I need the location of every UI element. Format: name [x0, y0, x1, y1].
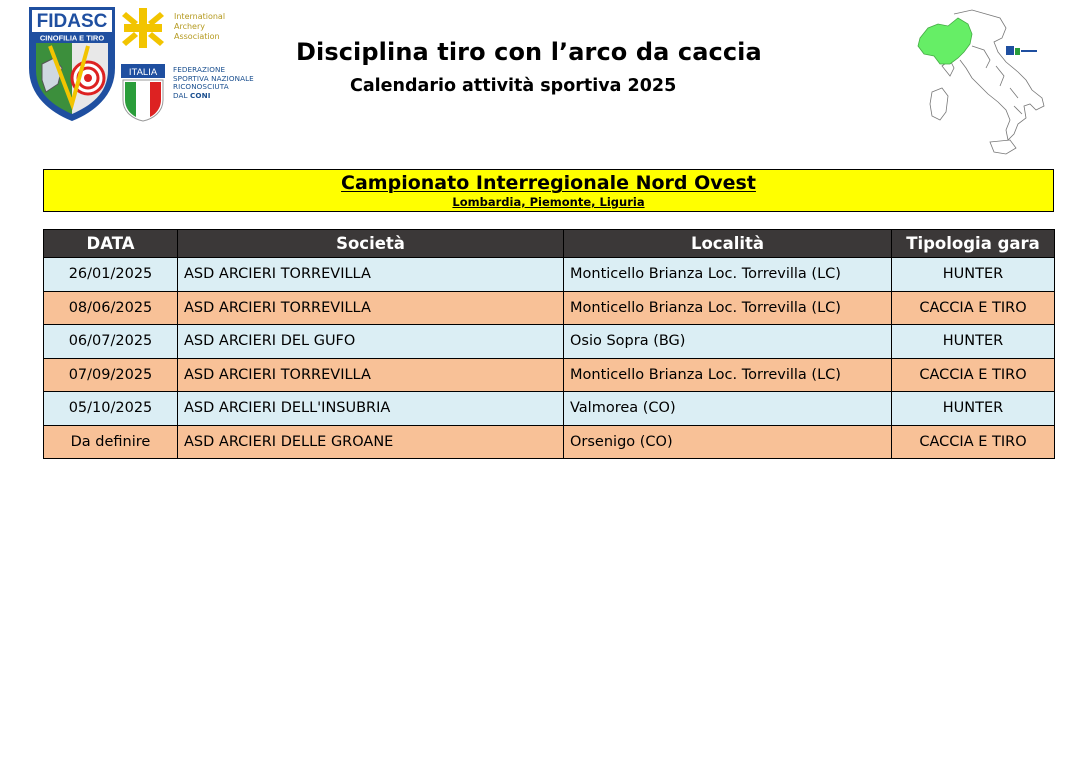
- cell-localita: Monticello Brianza Loc. Torrevilla (LC): [564, 358, 892, 392]
- table-row: [44, 392, 1055, 426]
- map-mini-logos: [1006, 46, 1037, 55]
- cell-data: Da definire: [44, 425, 178, 459]
- ifaa-emblem-icon: [120, 6, 166, 54]
- coni-last-prefix: DAL: [173, 90, 191, 100]
- cell-localita: Orsenigo (CO): [564, 425, 892, 459]
- cell-data: 26/01/2025: [44, 258, 178, 292]
- cell-societa: ASD ARCIERI DEL GUFO: [178, 325, 564, 359]
- cell-localita: Monticello Brianza Loc. Torrevilla (LC): [564, 258, 892, 292]
- page-title: Disciplina tiro con l’arco da caccia: [296, 38, 762, 66]
- coni-shield-icon: [121, 64, 165, 122]
- table-row: [44, 291, 1055, 325]
- column-header-societa: Società: [178, 230, 564, 258]
- cell-data: 05/10/2025: [44, 392, 178, 426]
- cell-localita: Osio Sopra (BG): [564, 325, 892, 359]
- column-header-data: DATA: [44, 230, 178, 258]
- fidasc-logo-icon: [28, 6, 116, 122]
- fidasc-sub: CINOFILIA E TIRO: [39, 33, 105, 43]
- coni-badge: ITALIA: [128, 67, 158, 78]
- banner-title: Campionato Interregionale Nord Ovest: [341, 172, 756, 194]
- italy-map-icon: [914, 6, 1048, 158]
- logos-area: [28, 6, 288, 126]
- table-row: [44, 425, 1055, 459]
- cell-societa: ASD ARCIERI DELL'INSUBRIA: [178, 392, 564, 426]
- column-header-tipologia: Tipologia gara: [892, 230, 1055, 258]
- fidasc-name: FIDASC: [36, 11, 108, 32]
- coni-line: RICONOSCIUTA: [173, 82, 229, 92]
- banner-subtitle: Lombardia, Piemonte, Liguria: [452, 195, 645, 209]
- cell-tipologia: HUNTER: [892, 325, 1055, 359]
- table-row: [44, 325, 1055, 359]
- cell-data: 08/06/2025: [44, 291, 178, 325]
- page-subtitle: Calendario attività sportiva 2025: [350, 76, 677, 96]
- coni-line: FEDERAZIONE: [173, 65, 226, 74]
- cell-societa: ASD ARCIERI TORREVILLA: [178, 291, 564, 325]
- table-row: [44, 258, 1055, 292]
- table-row: [44, 358, 1055, 392]
- cell-localita: Valmorea (CO): [564, 392, 892, 426]
- ifaa-line: International: [174, 12, 226, 21]
- ifaa-text: [174, 12, 225, 42]
- cell-tipologia: CACCIA E TIRO: [892, 291, 1055, 325]
- championship-banner: [43, 169, 1054, 212]
- cell-data: 06/07/2025: [44, 325, 178, 359]
- calendar-table: [43, 229, 1055, 459]
- coni-line-last: [173, 92, 254, 101]
- coni-text: [173, 66, 254, 100]
- coni-line: SPORTIVA NAZIONALE: [173, 73, 254, 83]
- cell-societa: ASD ARCIERI DELLE GROANE: [178, 425, 564, 459]
- cell-tipologia: CACCIA E TIRO: [892, 425, 1055, 459]
- table-header-row: [44, 230, 1055, 258]
- coni-last-bold: CONI: [190, 90, 211, 100]
- ifaa-line: Association: [174, 32, 220, 41]
- cell-localita: Monticello Brianza Loc. Torrevilla (LC): [564, 291, 892, 325]
- cell-data: 07/09/2025: [44, 358, 178, 392]
- cell-tipologia: CACCIA E TIRO: [892, 358, 1055, 392]
- ifaa-line: Archery: [174, 22, 205, 31]
- cell-tipologia: HUNTER: [892, 258, 1055, 292]
- cell-tipologia: HUNTER: [892, 392, 1055, 426]
- cell-societa: ASD ARCIERI TORREVILLA: [178, 258, 564, 292]
- column-header-localita: Località: [564, 230, 892, 258]
- cell-societa: ASD ARCIERI TORREVILLA: [178, 358, 564, 392]
